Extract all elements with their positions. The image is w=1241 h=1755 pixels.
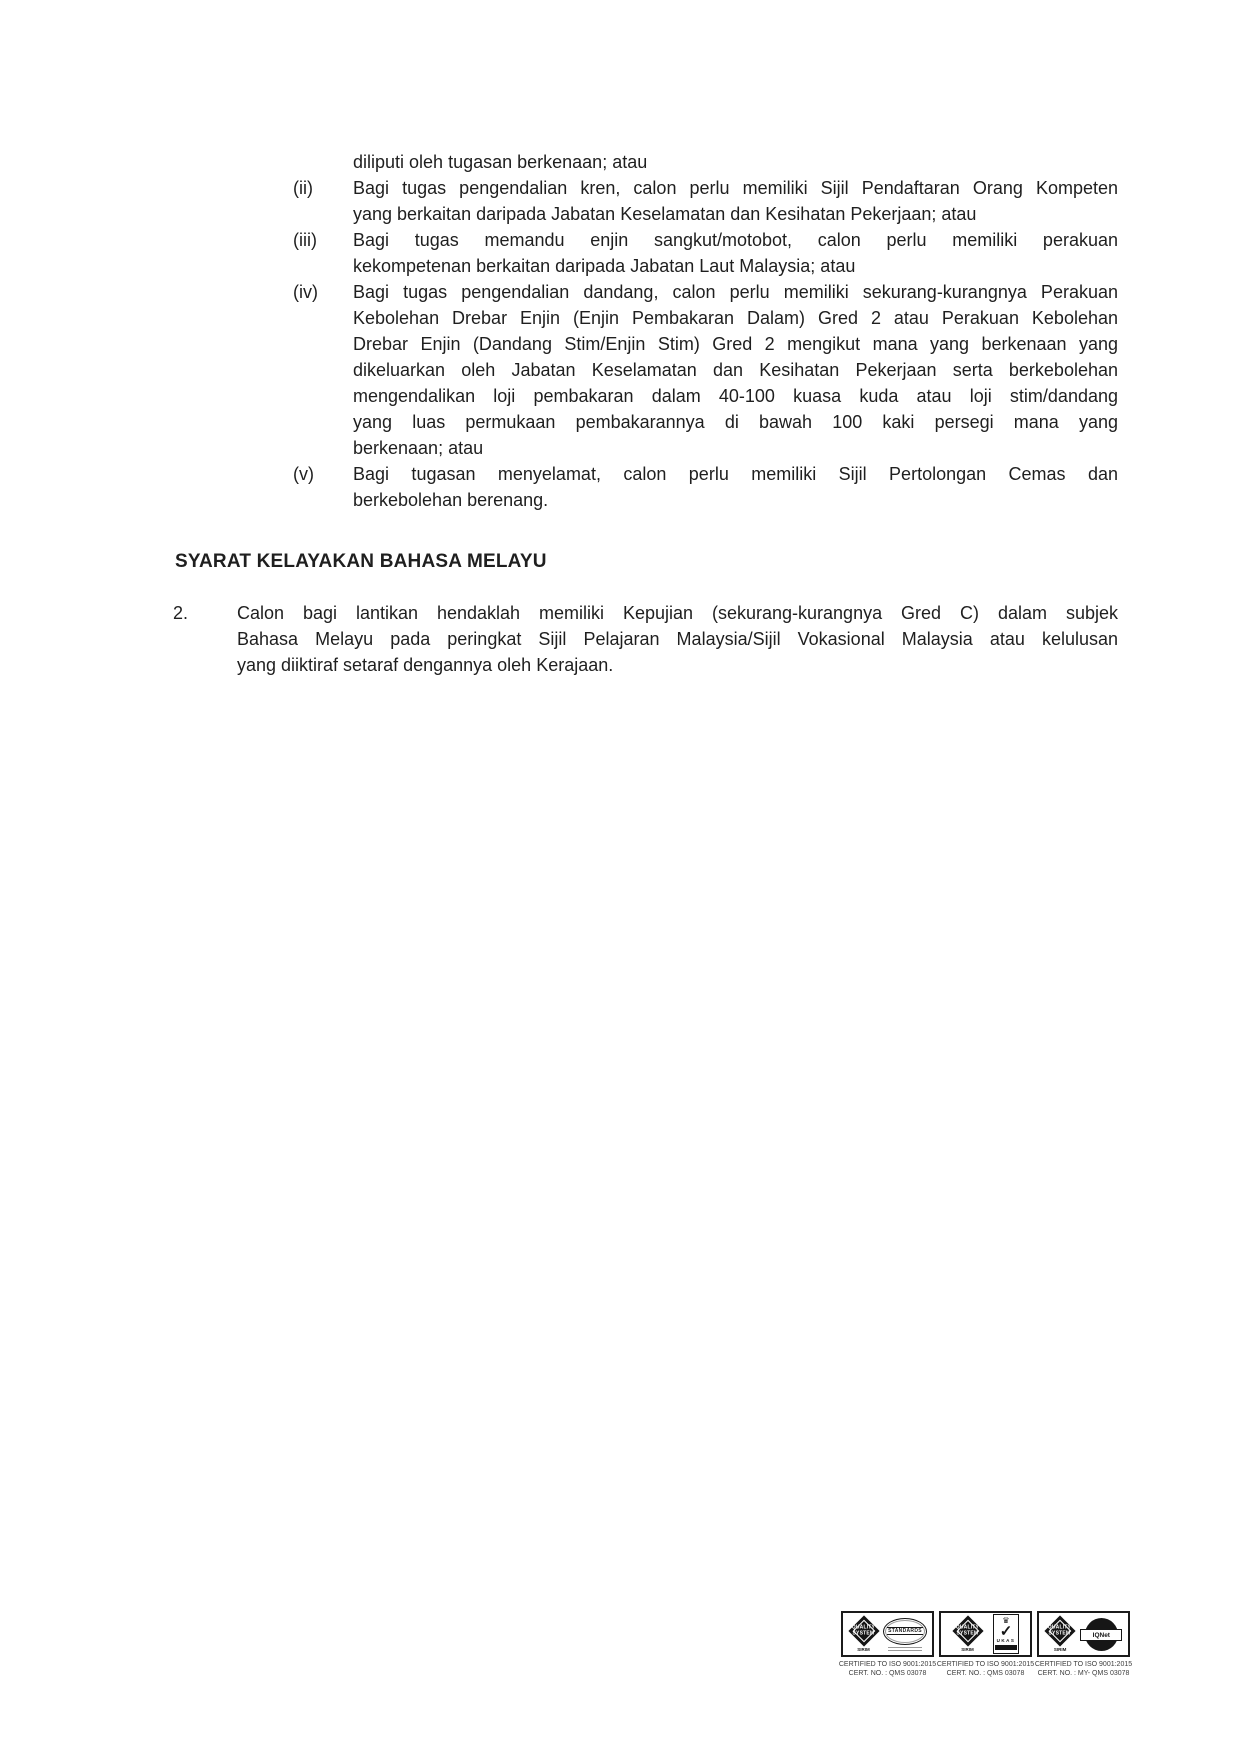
diamond-label-bottom: SYSTEM bbox=[956, 1629, 979, 1636]
list-item-marker: (iii) bbox=[293, 230, 317, 250]
list-item-ii bbox=[293, 175, 1118, 227]
list-item-line: Drebar Enjin (Dandang Stim/Enjin Stim) Gred 2 mengikut mana yang berkenaan yang bbox=[353, 334, 1118, 354]
list-item-line: Bagi tugas pengendalian kren, calon perlu memiliki Sijil Pendaftaran Orang Kompeten bbox=[353, 178, 1118, 198]
micro-text-line bbox=[888, 1647, 922, 1648]
ukas-bar bbox=[995, 1645, 1017, 1650]
badge-caption-line2: CERT. NO. : QMS 03078 bbox=[848, 1670, 927, 1677]
diamond-label-top: QUALITY bbox=[955, 1624, 980, 1630]
clause-line: Calon bagi lantikan hendaklah memiliki Kepujian (sekurang-kurangnya Gred C) dalam subjek bbox=[237, 603, 1118, 623]
list-item-marker: (iv) bbox=[293, 282, 318, 302]
clause-line: yang diiktiraf setaraf dengannya oleh Kerajaan. bbox=[237, 655, 614, 675]
diamond-footer-label: SIRIM bbox=[1053, 1647, 1067, 1652]
badge-box bbox=[939, 1611, 1032, 1657]
diamond-label-bottom: SYSTEM bbox=[1049, 1629, 1072, 1636]
iqnet-icon bbox=[1080, 1616, 1122, 1652]
badge-caption-line2: CERT. NO. : MY- QMS 03078 bbox=[1037, 1670, 1130, 1677]
badge-caption bbox=[1035, 1660, 1132, 1678]
sirim-quality-system-icon bbox=[952, 1615, 983, 1653]
list-item-v bbox=[293, 461, 1118, 513]
badge-box bbox=[1037, 1611, 1130, 1657]
requirements-list bbox=[293, 149, 1118, 513]
badge-caption bbox=[839, 1660, 936, 1678]
sirim-quality-system-icon bbox=[848, 1615, 879, 1653]
crown-icon: ♛ bbox=[1002, 1616, 1010, 1625]
certification-badges bbox=[838, 1611, 1133, 1678]
list-item-line: kekompetenan berkaitan daripada Jabatan Laut Malaysia; atau bbox=[353, 256, 856, 276]
badge-box bbox=[841, 1611, 934, 1657]
iqnet-label: IQNet bbox=[1080, 1629, 1122, 1641]
certification-badge-sirim-ukas bbox=[936, 1611, 1035, 1678]
certification-badge-sirim-iqnet bbox=[1034, 1611, 1133, 1678]
list-item-marker-empty bbox=[293, 149, 353, 175]
badge-caption-line1: CERTIFIED TO ISO 9001:2015 bbox=[838, 1661, 937, 1668]
clause-marker: 2. bbox=[173, 603, 189, 623]
list-item-marker: (ii) bbox=[293, 178, 313, 198]
continuation-line: diliputi oleh tugasan berkenaan; atau bbox=[353, 152, 648, 172]
diamond-footer-label: SIRIM bbox=[961, 1647, 974, 1652]
diamond-label-bottom: SYSTEM bbox=[852, 1629, 875, 1636]
list-item-line: dikeluarkan oleh Jabatan Keselamatan dan Kesihatan Pekerjaan serta berkebolehan bbox=[353, 360, 1118, 380]
list-item-line: yang berkaitan daripada Jabatan Keselamatan dan Kesihatan Pekerjaan; atau bbox=[353, 204, 977, 224]
micro-text-line bbox=[888, 1650, 922, 1651]
list-item-line: Bagi tugas pengendalian dandang, calon perlu memiliki sekurang-kurangnya Perakuan bbox=[353, 282, 1118, 302]
diamond-footer-label: SIRIM bbox=[857, 1647, 870, 1652]
list-item-line: mengendalikan loji pembakaran dalam 40-100 kuasa kuda atau loji stim/dandang bbox=[353, 386, 1118, 406]
certification-badge-sirim-standards bbox=[838, 1611, 937, 1678]
list-item-line: berkebolehan berenang. bbox=[353, 490, 549, 510]
list-item-marker: (v) bbox=[293, 464, 314, 484]
list-item-line: yang luas permukaan pembakarannya di bawah 100 kaki persegi mana yang bbox=[353, 412, 1118, 432]
diamond-label-top: QUALITY bbox=[851, 1624, 876, 1630]
list-item-line: Bagi tugas memandu enjin sangkut/motobot, calon perlu memiliki perakuan bbox=[353, 230, 1118, 250]
ukas-icon bbox=[993, 1614, 1019, 1654]
diamond-label-top: QUALITY bbox=[1048, 1624, 1072, 1630]
standards-label: STANDARDS bbox=[888, 1628, 922, 1634]
list-item-line: Kebolehan Drebar Enjin (Enjin Pembakaran Dalam) Gred 2 atau Perakuan Kebolehan bbox=[353, 308, 1118, 328]
standards-oval-icon bbox=[883, 1618, 927, 1651]
badge-caption-line1: CERTIFIED TO ISO 9001:2015 bbox=[936, 1661, 1035, 1668]
badge-caption-line2: CERT. NO. : QMS 03078 bbox=[946, 1670, 1025, 1677]
section-heading: SYARAT KELAYAKAN BAHASA MELAYU bbox=[175, 551, 547, 572]
clause-line: Bahasa Melayu pada peringkat Sijil Pelajaran Malaysia/Sijil Vokasional Malaysia atau kelulusan bbox=[237, 629, 1118, 649]
badge-caption bbox=[937, 1660, 1034, 1678]
clause-2 bbox=[173, 600, 1118, 678]
sirim-quality-system-icon bbox=[1045, 1615, 1076, 1653]
list-item-line: Bagi tugasan menyelamat, calon perlu memiliki Sijil Pertolongan Cemas dan bbox=[353, 464, 1118, 484]
badge-caption-line1: CERTIFIED TO ISO 9001:2015 bbox=[1034, 1661, 1133, 1668]
ukas-label: UKAS bbox=[996, 1638, 1016, 1643]
list-item-iii bbox=[293, 227, 1118, 279]
list-item-iv bbox=[293, 279, 1118, 461]
list-item-continuation bbox=[293, 149, 1118, 175]
list-item-line: berkenaan; atau bbox=[353, 438, 484, 458]
checkmark-icon: ✓ bbox=[999, 1623, 1013, 1640]
